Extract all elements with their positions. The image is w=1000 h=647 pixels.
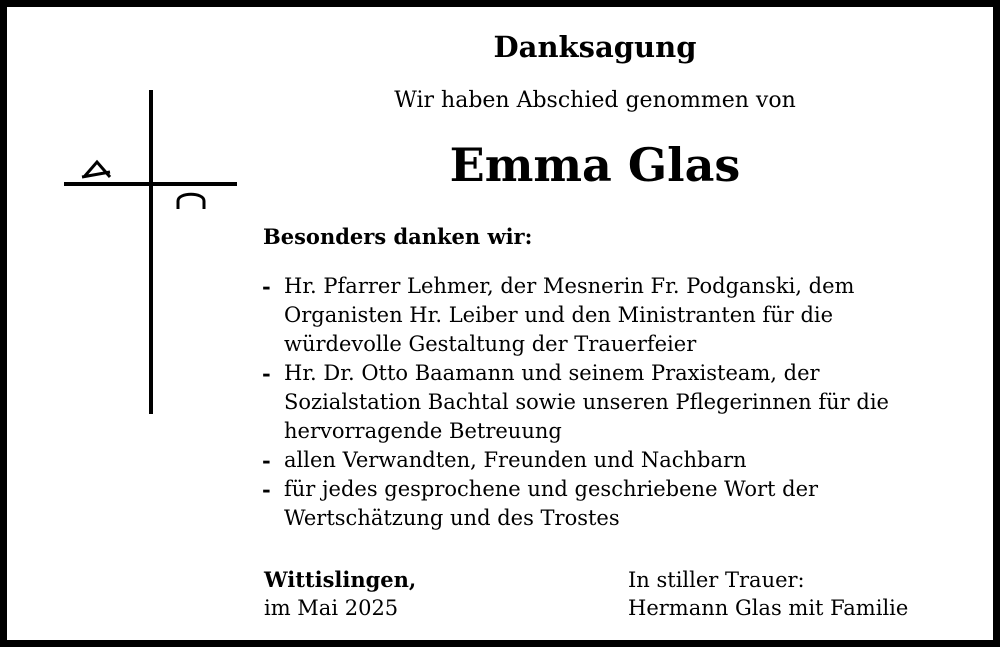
list-item (262, 272, 962, 359)
bullet-dash: - (262, 477, 271, 502)
alpha-symbol-icon (82, 162, 110, 177)
list-item (262, 475, 962, 533)
list-item-line: Hr. Pfarrer Lehmer, der Mesnerin Fr. Podganski, dem (284, 274, 855, 298)
list-item-text (284, 446, 747, 475)
notice-title: Danksagung (493, 30, 697, 64)
bullet-dash: - (262, 361, 271, 386)
list-item (262, 446, 962, 475)
mourners-names: Hermann Glas mit Familie (628, 596, 909, 620)
list-item-line: Sozialstation Bachtal sowie unseren Pflegerinnen für die (284, 390, 889, 414)
thanks-list (262, 272, 962, 533)
list-item-text (284, 359, 889, 446)
omega-symbol-icon (178, 194, 204, 209)
mourners-block (628, 566, 908, 622)
list-item-line: für jedes gesprochene und geschriebene Wort der (284, 477, 819, 501)
alpha-omega-cross-icon (60, 88, 245, 423)
place-name: Wittislingen, (264, 567, 417, 592)
deceased-name: Emma Glas (449, 138, 741, 192)
mourning-label: In stiller Trauer: (628, 568, 805, 592)
bullet-dash: - (262, 448, 271, 473)
list-item-line: Wertschätzung und des Trostes (284, 506, 620, 530)
place-and-date (264, 566, 416, 622)
thanks-heading: Besonders danken wir: (263, 224, 533, 249)
list-item-line: Hr. Dr. Otto Baamann und seinem Praxisteam, der (284, 361, 820, 385)
list-item-text (284, 272, 854, 359)
list-item-line: allen Verwandten, Freunden und Nachbarn (284, 448, 747, 472)
list-item-line: Organisten Hr. Leiber und den Ministranten für die (284, 303, 834, 327)
bullet-dash: - (262, 274, 271, 299)
list-item (262, 359, 962, 446)
list-item-line: würdevolle Gestaltung der Trauerfeier (284, 332, 697, 356)
list-item-line: hervorragende Betreuung (284, 419, 562, 443)
notice-date: im Mai 2025 (264, 596, 399, 620)
list-item-text (284, 475, 818, 533)
notice-subtitle: Wir haben Abschied genommen von (394, 88, 796, 113)
